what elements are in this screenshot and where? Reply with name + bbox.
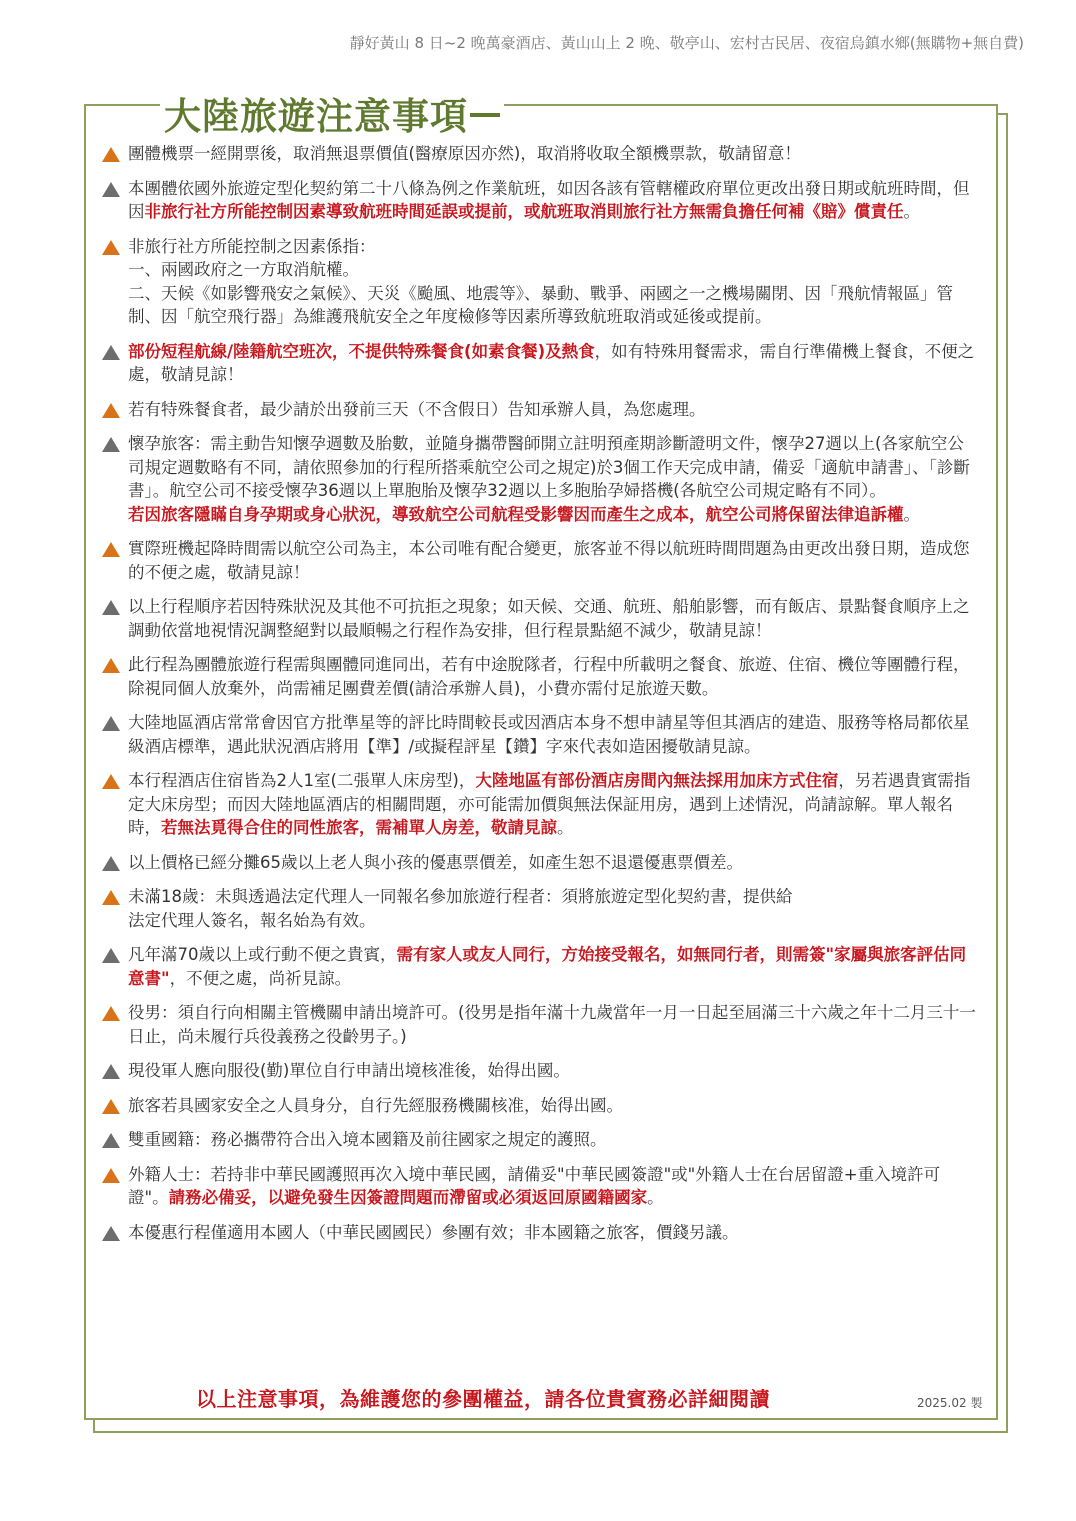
item-plain-text: 若有特殊餐食者，最少請於出發前三天（不含假日）告知承辦人員，為您處理。	[128, 399, 706, 419]
page-title: 大陸旅遊注意事項	[164, 95, 468, 138]
list-item	[102, 1128, 980, 1152]
item-text	[128, 340, 980, 387]
item-text	[128, 851, 980, 875]
list-item	[102, 711, 980, 758]
warning-triangle-icon	[102, 542, 120, 557]
list-item	[102, 595, 980, 642]
item-text	[128, 1221, 980, 1245]
item-highlight-text: 若無法覓得合住的同性旅客，需補單人房差，敬請見諒	[161, 818, 557, 837]
list-item	[102, 653, 980, 700]
warning-triangle-icon	[102, 1099, 120, 1114]
item-text	[128, 432, 980, 526]
item-plain-text: 現役軍人應向服役(勤)單位自行申請出境核准後，始得出國。	[128, 1061, 570, 1080]
item-plain-text: 雙重國籍：務必攜帶符合出入境本國籍及前往國家之規定的護照。	[128, 1130, 607, 1149]
item-plain-text: 懷孕旅客：需主動告知懷孕週數及胎數，並隨身攜帶醫師開立註明預產期診斷證明文件，懷孕27週以上(各家航空公司規定週數略有不同，請依照參加的行程所搭乘航空公司之規定)於3個工作天完成申請，備妥「適航申請書」、「診斷書」。航空公司不接受懷孕36週以上單胞胎及懷孕32週以上多胞胎孕婦搭機(各航空公司規定略有不同）。	[128, 434, 970, 500]
warning-triangle-icon	[102, 345, 120, 360]
item-text	[128, 711, 980, 758]
item-plain-text: ，另若遇貴賓需指定大床房型；而因大陸地區酒店的相關問題，亦可能需加價與無法保証用房，遇到上述情況，尚請諒解。單人報名時，	[128, 771, 971, 837]
item-text	[128, 1128, 980, 1152]
list-item	[102, 1001, 980, 1048]
item-plain-text: 外籍人士：若持非中華民國護照再次入境中華民國，請備妥"中華民國簽證"或"外籍人士在台居留證+重入境許可證"。	[128, 1164, 941, 1207]
title-block	[160, 86, 504, 140]
item-highlight-text: 非旅行社方所能控制因素導致航班時間延誤或提前，或航班取消則旅行社方無需負擔任何補《賠》償責任	[144, 202, 904, 221]
item-plain-text: ，如有特殊用餐需求，需自行準備機上餐食，不便之處，敬請見諒！	[128, 341, 975, 384]
warning-triangle-icon	[102, 182, 120, 197]
document-header: 靜好黃山 8 日~2 晚萬豪酒店、黃山山上 2 晚、敬亭山、宏村古民居、夜宿烏鎮水鄉(無購物+無自費)	[349, 34, 1024, 52]
item-plain-text: 凡年滿70歲以上或行動不便之貴賓，	[128, 945, 397, 964]
item-highlight-text: 若因旅客隱瞞自身孕期或身心狀況，導致航空公司航程受影響因而產生之成本，航空公司將保留法律追訴權	[128, 504, 904, 524]
item-text	[128, 1059, 980, 1083]
item-text	[128, 1094, 980, 1118]
warning-triangle-icon	[102, 1006, 120, 1021]
item-plain-text: 役男：須自行向相關主管機關申請出境許可。(役男是指年滿十九歲當年一月一日起至屆滿三十六歲之年十二月三十一日止，尚未履行兵役義務之役齡男子。)	[128, 1003, 976, 1046]
item-text	[128, 398, 980, 422]
item-plain-text: 非旅行社方所能控制之因素係指： 一、兩國政府之一方取消航權。 二、天候《如影響飛安之氣候》、天災《颱風、地震等》、暴動、戰爭、兩國之一之機場關閉、因「飛航情報區」管制、因「航空飛行器」為維護飛航安全之年度檢修等因素所導致航班取消或延後或提前。	[128, 236, 953, 326]
warning-triangle-icon	[102, 774, 120, 789]
item-plain-text: 未滿18歲：未與透過法定代理人一同報名參加旅遊行程者：須將旅遊定型化契約書，提供給 法定代理人簽名，報名始為有效。	[128, 887, 793, 930]
item-highlight-text: 部份短程航線/陸籍航空班次，不提供特殊餐食(如素食餐)及熱食	[128, 341, 595, 361]
list-item	[102, 885, 980, 932]
warning-triangle-icon	[102, 856, 120, 871]
item-plain-text: 此行程為團體旅遊行程需與團體同進同出，若有中途脫隊者，行程中所載明之餐食、旅遊、住宿、機位等團體行程，除視同個人放棄外，尚需補足團費差價(請洽承辦人員)，小費亦需付足旅遊天數。	[128, 655, 970, 698]
notice-list	[102, 142, 980, 1255]
item-plain-text: 實際班機起降時間需以航空公司為主，本公司唯有配合變更，旅客並不得以航班時間問題為由更改出發日期，造成您的不便之處，敬請見諒！	[128, 539, 970, 582]
item-plain-text: 本團體依國外旅遊定型化契約第二十八條為例之作業航班，如因各該有管轄權政府單位更改出發日期或航班時間，但因	[128, 178, 970, 221]
item-text	[128, 943, 980, 990]
item-text	[128, 769, 980, 840]
list-item	[102, 398, 980, 422]
list-item	[102, 943, 980, 990]
item-highlight-text: 大陸地區有部份酒店房間內無法採用加床方式住宿	[475, 771, 839, 790]
list-item	[102, 432, 980, 526]
item-highlight-text: 需有家人或友人同行，方始接受報名，如無同行者，則需簽"家屬與旅客評估同意書"	[128, 945, 967, 988]
warning-triangle-icon	[102, 658, 120, 673]
item-plain-text: 。	[647, 1188, 664, 1207]
warning-triangle-icon	[102, 600, 120, 615]
item-plain-text: ，不便之處，尚祈見諒。	[169, 968, 352, 988]
item-plain-text: 本行程酒店住宿皆為2人1室(二張單人床房型)，	[128, 771, 476, 790]
item-text	[128, 653, 980, 700]
item-text	[128, 885, 980, 932]
item-text	[128, 537, 980, 584]
warning-triangle-icon	[102, 1168, 120, 1183]
list-item	[102, 1221, 980, 1245]
item-plain-text: 旅客若具國家安全之人員身分，自行先經服務機關核准，始得出國。	[128, 1095, 623, 1115]
list-item	[102, 177, 980, 224]
item-text	[128, 595, 980, 642]
list-item	[102, 851, 980, 875]
title-dash-decoration	[470, 113, 500, 117]
warning-triangle-icon	[102, 1226, 120, 1241]
warning-triangle-icon	[102, 403, 120, 418]
item-plain-text: 以上行程順序若因特殊狀況及其他不可抗拒之現象；如天候、交通、航班、船舶影響，而有飯店、景點餐食順序上之調動依當地視情況調整絕對以最順暢之行程作為安排，但行程景點絕不減少，敬請見諒！	[128, 597, 970, 640]
item-plain-text: 。	[903, 504, 920, 524]
item-text	[128, 1163, 980, 1210]
item-plain-text: 本優惠行程僅適用本國人（中華民國國民）參團有效；非本國籍之旅客，價錢另議。	[128, 1222, 739, 1242]
item-plain-text: 團體機票一經開票後，取消無退票價值(醫療原因亦然)，取消將收取全額機票款，敬請留意！	[128, 144, 801, 163]
warning-triangle-icon	[102, 716, 120, 731]
item-plain-text: 。	[903, 202, 920, 221]
warning-triangle-icon	[102, 1133, 120, 1148]
item-plain-text: 大陸地區酒店常常會因官方批準星等的評比時間較長或因酒店本身不想申請星等但其酒店的建造、服務等格局都依星級酒店標準，遇此狀況酒店將用【準】/或擬程評星【鑽】字來代表如造困擾敬請見諒。	[128, 713, 970, 756]
list-item	[102, 1059, 980, 1083]
item-plain-text: 。	[557, 818, 574, 837]
list-item	[102, 1163, 980, 1210]
date-stamp: 2025.02 製	[917, 1396, 983, 1410]
item-highlight-text: 請務必備妥，以避免發生因簽證問題而滯留或必須返回原國籍國家	[168, 1188, 648, 1207]
list-item	[102, 769, 980, 840]
warning-triangle-icon	[102, 147, 120, 162]
item-text	[128, 177, 980, 224]
list-item	[102, 340, 980, 387]
list-item	[102, 1094, 980, 1118]
item-text	[128, 1001, 980, 1048]
warning-triangle-icon	[102, 240, 120, 255]
footer-notice: 以上注意事項，為維護您的參團權益，請各位貴賓務必詳細閱讀	[196, 1387, 770, 1411]
list-item	[102, 537, 980, 584]
warning-triangle-icon	[102, 890, 120, 905]
list-item	[102, 235, 980, 329]
warning-triangle-icon	[102, 437, 120, 452]
item-text	[128, 235, 980, 329]
list-item	[102, 142, 980, 166]
item-plain-text: 以上價格已經分攤65歲以上老人與小孩的優惠票價差，如產生恕不退還優惠票價差。	[128, 852, 743, 872]
warning-triangle-icon	[102, 1064, 120, 1079]
warning-triangle-icon	[102, 948, 120, 963]
item-text	[128, 142, 980, 166]
